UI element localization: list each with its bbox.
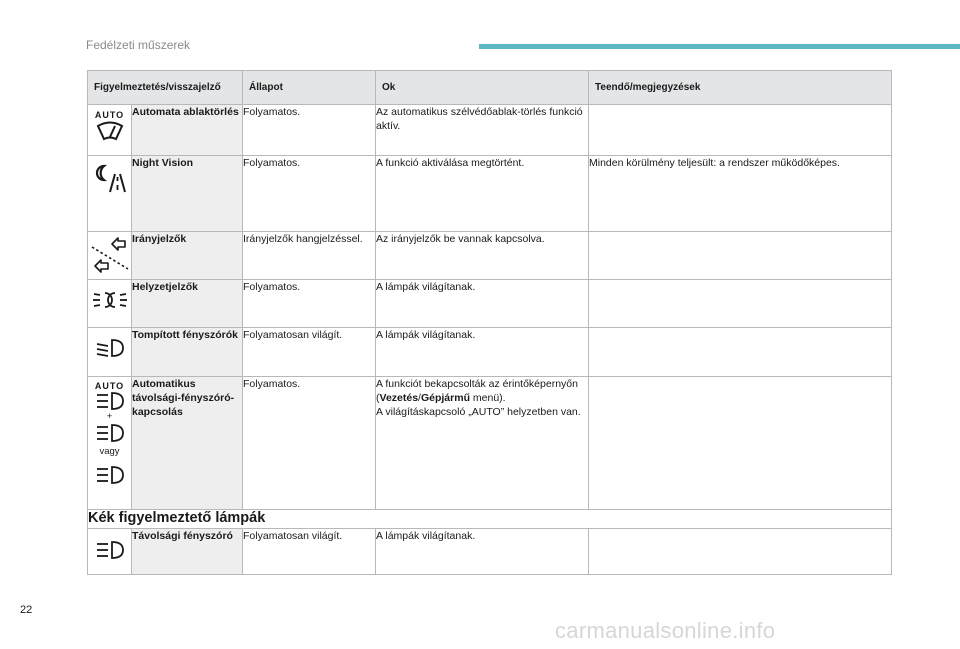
col-header-cause: Ok bbox=[376, 71, 589, 105]
cause-line-2: A világításkapcsoló „AUTO” helyzetben van. bbox=[376, 406, 581, 418]
row-action bbox=[589, 105, 892, 156]
row-cause: Az automatikus szélvédőablak-törlés funkció aktív. bbox=[376, 105, 589, 156]
icon-cell bbox=[88, 529, 132, 575]
row-name: Automata ablaktörlés bbox=[132, 105, 243, 156]
section-title: Kék figyelmeztető lámpák bbox=[88, 510, 892, 529]
row-action bbox=[589, 328, 892, 377]
row-cause: A funkció aktiválása megtörtént. bbox=[376, 156, 589, 232]
table-row bbox=[88, 280, 892, 328]
cause-line-menu bbox=[376, 391, 588, 405]
icon-cell bbox=[88, 105, 132, 156]
cause-menu: menü). bbox=[469, 392, 506, 404]
table-row bbox=[88, 156, 892, 232]
cause-bold-2: Gépjármű bbox=[420, 392, 470, 404]
table-row bbox=[88, 328, 892, 377]
cause-open: ( bbox=[376, 392, 380, 404]
section-row bbox=[88, 510, 892, 529]
or-text: vagy bbox=[99, 446, 120, 457]
dipped-beam-icon bbox=[95, 338, 125, 358]
row-state: Folyamatos. bbox=[243, 105, 376, 156]
main-beam-icon bbox=[95, 423, 125, 443]
icon-cell bbox=[88, 377, 132, 510]
cause-sep: / bbox=[418, 392, 421, 404]
row-state: Folyamatosan világít. bbox=[243, 328, 376, 377]
warning-lights-table bbox=[87, 70, 892, 575]
row-cause bbox=[376, 377, 589, 510]
row-name: Helyzetjelzők bbox=[132, 280, 243, 328]
row-state: Folyamatos. bbox=[243, 156, 376, 232]
turn-signal-icon bbox=[90, 235, 130, 275]
icon-cell bbox=[88, 328, 132, 377]
page-section-title: Fedélzeti műszerek bbox=[86, 38, 191, 52]
col-header-action: Teendő/megjegyzések bbox=[589, 71, 892, 105]
row-state: Folyamatosan világít. bbox=[243, 529, 376, 575]
row-cause: A lámpák világítanak. bbox=[376, 529, 589, 575]
night-vision-icon bbox=[93, 164, 127, 194]
icon-cell bbox=[88, 232, 132, 280]
icon-cell bbox=[88, 156, 132, 232]
watermark: carmanualsonline.info bbox=[555, 618, 776, 643]
row-name: Night Vision bbox=[132, 156, 243, 232]
page-number: 22 bbox=[20, 604, 33, 616]
sidelights-icon bbox=[91, 290, 129, 310]
header-accent-bar bbox=[479, 44, 960, 49]
col-header-state: Állapot bbox=[243, 71, 376, 105]
row-name: Tompított fényszórók bbox=[132, 328, 243, 377]
plus-text: + bbox=[106, 411, 113, 422]
row-state: Folyamatos. bbox=[243, 377, 376, 510]
row-cause: Az irányjelzők be vannak kapcsolva. bbox=[376, 232, 589, 280]
row-action bbox=[589, 529, 892, 575]
row-action bbox=[589, 280, 892, 328]
row-name: Távolsági fényszóró bbox=[132, 529, 243, 575]
row-action bbox=[589, 232, 892, 280]
cause-bold-1: Vezetés bbox=[379, 392, 419, 404]
row-name: Irányjelzők bbox=[132, 232, 243, 280]
cause-line-1: A funkciót bekapcsolták az érintőképernyőn bbox=[376, 378, 578, 390]
main-beam-icon bbox=[95, 391, 125, 411]
auto-text: AUTO bbox=[94, 110, 125, 120]
row-cause: A lámpák világítanak. bbox=[376, 328, 589, 377]
row-cause: A lámpák világítanak. bbox=[376, 280, 589, 328]
row-action bbox=[589, 377, 892, 510]
table-row bbox=[88, 232, 892, 280]
table-row bbox=[88, 377, 892, 510]
row-action: Minden körülmény teljesült: a rendszer működőképes. bbox=[589, 156, 892, 232]
table-header-row bbox=[88, 71, 892, 105]
row-state: Irányjelzők hangjelzéssel. bbox=[243, 232, 376, 280]
auto-text: AUTO bbox=[94, 381, 125, 391]
col-header-warning: Figyelmeztetés/visszajelző bbox=[88, 71, 243, 105]
icon-cell bbox=[88, 280, 132, 328]
main-beam-icon bbox=[95, 465, 125, 485]
row-state: Folyamatos. bbox=[243, 280, 376, 328]
row-name: Automatikus távolsági-fényszóró-kapcsolás bbox=[132, 377, 243, 510]
table-row bbox=[88, 105, 892, 156]
table-row bbox=[88, 529, 892, 575]
auto-wiper-icon bbox=[96, 120, 124, 142]
main-beam-icon bbox=[95, 540, 125, 560]
